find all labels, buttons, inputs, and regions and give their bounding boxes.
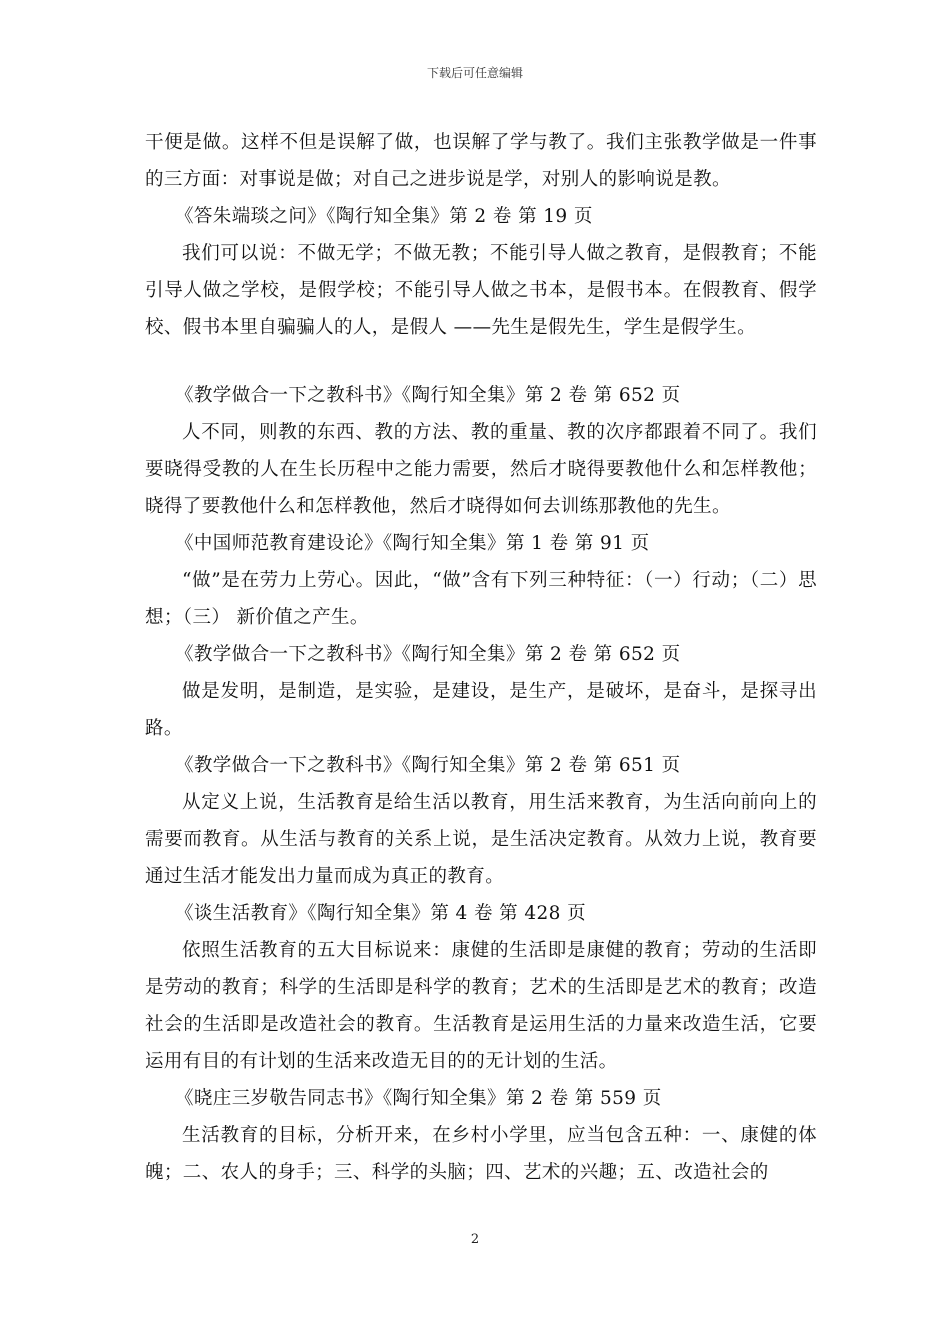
source-citation: 《谈生活教育》《陶行知全集》第 4 卷 第 428 页 — [175, 903, 587, 924]
document-body — [145, 124, 817, 1191]
quote-paragraph: “做”是在劳力上劳心。因此，“做”含有下列三种特征：（一）行动；（二）思想；（三） 新价值之产生。 — [145, 570, 817, 628]
page-header: 下载后可任意编辑 — [426, 66, 523, 80]
source-citation: 《晓庄三岁敬告同志书》《陶行知全集》第 2 卷 第 559 页 — [175, 1088, 662, 1109]
page-number: 2 — [470, 1232, 480, 1247]
source-citation: 《答朱端琰之问》《陶行知全集》第 2 卷 第 19 页 — [175, 206, 593, 227]
paragraph-continuation: 干便是做。这样不但是误解了做，也误解了学与教了。我们主张教学做是一件事的三方面：对事说是做；对自己之进步说是学，对别人的影响说是教。 — [145, 132, 817, 190]
source-citation: 《教学做合一下之教科书》《陶行知全集》第 2 卷 第 652 页 — [175, 644, 681, 665]
source-citation: 《中国师范教育建设论》《陶行知全集》第 1 卷 第 91 页 — [175, 533, 650, 554]
paragraph-spacer — [145, 346, 817, 377]
quote-paragraph: 依照生活教育的五大目标说来：康健的生活即是康健的教育；劳动的生活即是劳动的教育；科学的生活即是科学的教育；艺术的生活即是艺术的教育；改造社会的生活即是改造社会的教育。生活教育是运用生活的力量来改造生活，它要运用有目的有计划的生活来改造无目的的无计划的生活。 — [145, 940, 817, 1072]
source-citation: 《教学做合一下之教科书》《陶行知全集》第 2 卷 第 652 页 — [175, 385, 681, 406]
source-citation: 《教学做合一下之教科书》《陶行知全集》第 2 卷 第 651 页 — [175, 755, 681, 776]
quote-paragraph: 生活教育的目标，分析开来，在乡村小学里，应当包含五种：一、康健的体魄；二、农人的身手；三、科学的头脑；四、艺术的兴趣；五、改造社会的 — [145, 1125, 817, 1183]
quote-paragraph: 从定义上说，生活教育是给生活以教育，用生活来教育，为生活向前向上的需要而教育。从生活与教育的关系上说，是生活决定教育。从效力上说，教育要通过生活才能发出力量而成为真正的教育。 — [145, 792, 817, 887]
quote-paragraph: 人不同，则教的东西、教的方法、教的重量、教的次序都跟着不同了。我们要晓得受教的人在生长历程中之能力需要，然后才晓得要教他什么和怎样教他；晓得了要教他什么和怎样教他，然后才晓得如何去训练那教他的先生。 — [145, 422, 817, 517]
quote-paragraph: 我们可以说：不做无学；不做无教；不能引导人做之教育，是假教育；不能引导人做之学校，是假学校；不能引导人做之书本，是假书本。在假教育、假学校、假书本里自骗骗人的人，是假人 ——先生是假先生，学生是假学生。 — [145, 243, 817, 338]
quote-paragraph: 做是发明，是制造，是实验，是建设，是生产，是破坏，是奋斗，是探寻出路。 — [145, 681, 817, 739]
